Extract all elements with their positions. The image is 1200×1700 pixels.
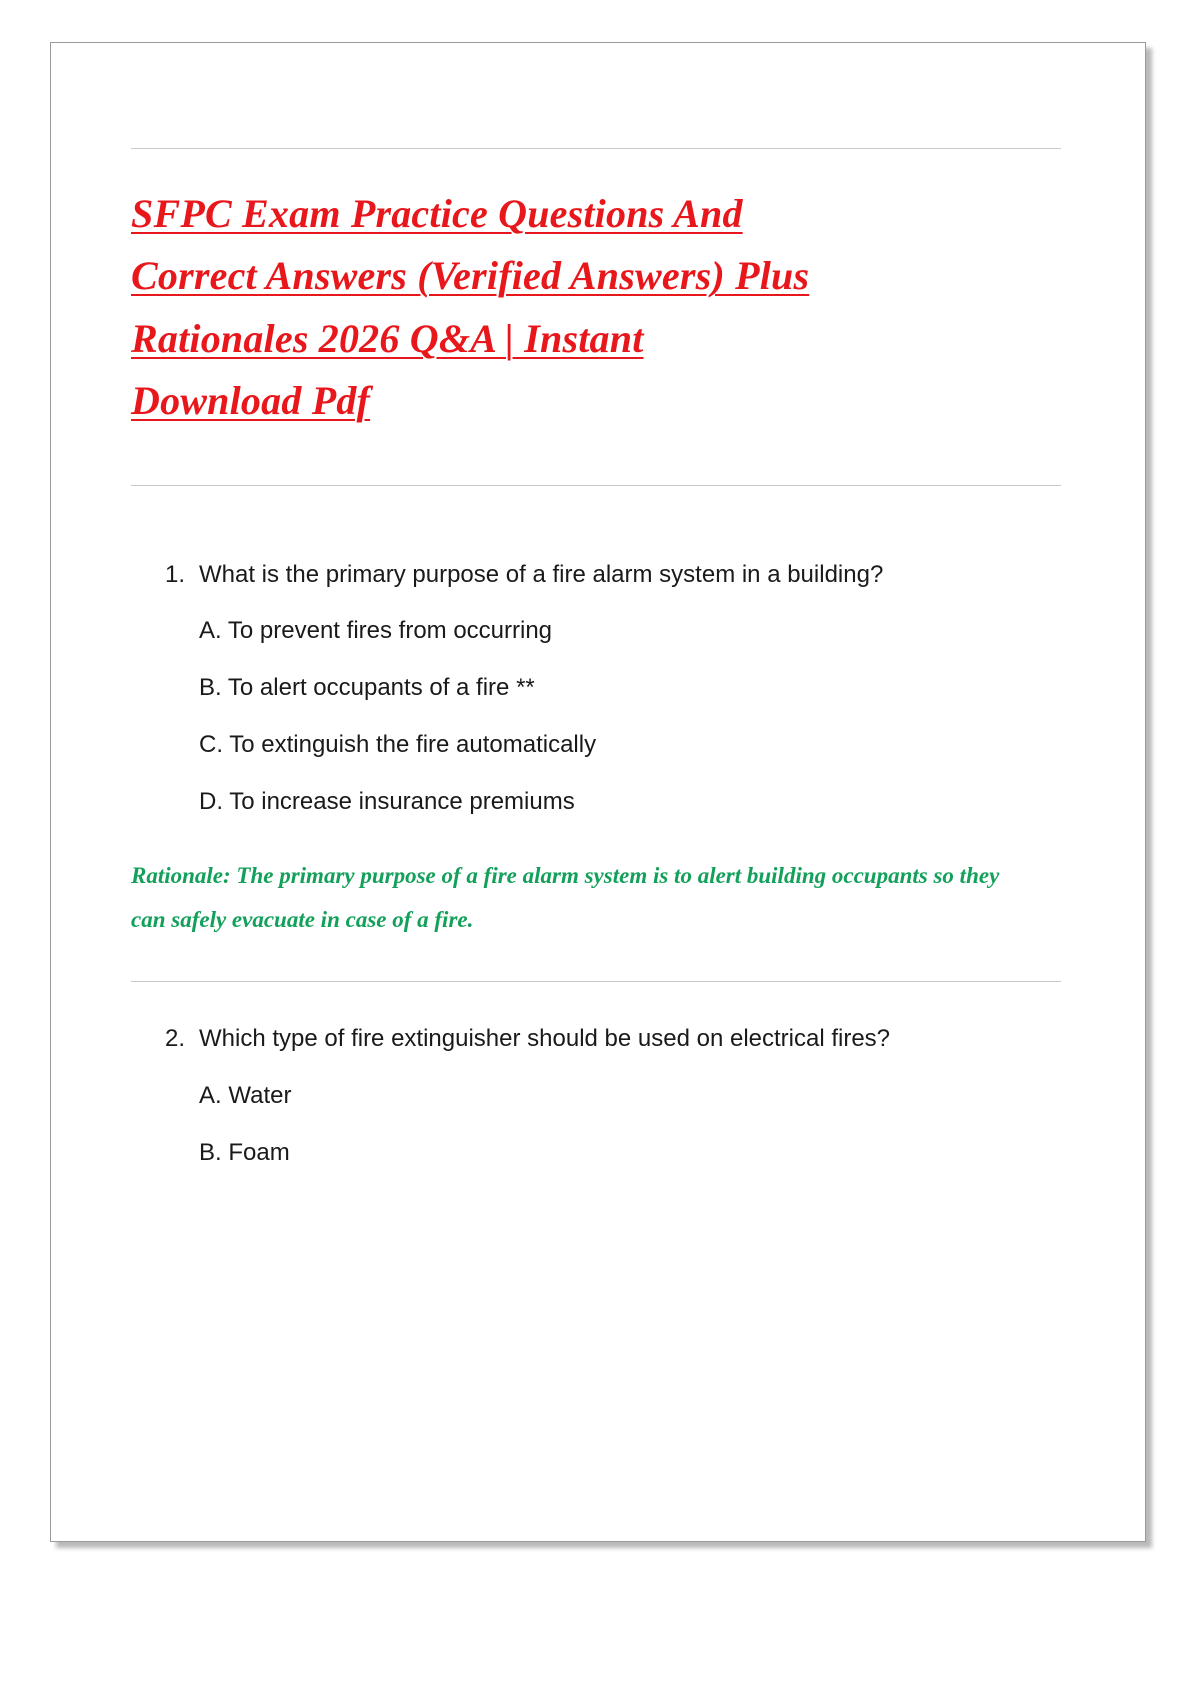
question-1-option-b: B. To alert occupants of a fire ** — [199, 674, 535, 702]
question-1-text: What is the primary purpose of a fire alarm system in a building? — [199, 560, 884, 588]
question-1-row — [165, 558, 1061, 593]
title-line-2: Correct Answers (Verified Answers) Plus — [131, 253, 810, 299]
document-content — [131, 148, 1061, 1171]
question-1-option-d: D. To increase insurance premiums — [199, 787, 575, 815]
document-page — [50, 42, 1146, 1542]
title-line-1: SFPC Exam Practice Questions And — [131, 191, 743, 236]
question-1-number: 1. — [165, 560, 186, 588]
title-top-divider — [131, 148, 1061, 149]
question-item-2 — [131, 1022, 1061, 1170]
question-item-1 — [131, 558, 1061, 944]
title-line-4: Download Pdf — [131, 378, 371, 424]
title-bottom-divider — [131, 485, 1061, 486]
question-1-rationale: Rationale: The primary purpose of a fire alarm system is to alert building occupants so they can safely evacuate in case of a fire. — [131, 862, 1000, 933]
question-2-number: 2. — [165, 1025, 186, 1053]
question-2-option-a: A. Water — [199, 1082, 292, 1110]
question-2-row — [165, 1022, 1061, 1057]
question-2-option-b: B. Foam — [199, 1138, 290, 1166]
page-title — [131, 183, 1011, 433]
question-separator-divider — [131, 981, 1061, 982]
title-line-3: Rationales 2026 Q&A | Instant — [131, 315, 644, 361]
question-1-option-c: C. To extinguish the fire automatically — [199, 730, 597, 758]
question-1-option-a: A. To prevent fires from occurring — [199, 617, 553, 645]
question-2-text: Which type of fire extinguisher should be used on electrical fires? — [199, 1025, 891, 1053]
